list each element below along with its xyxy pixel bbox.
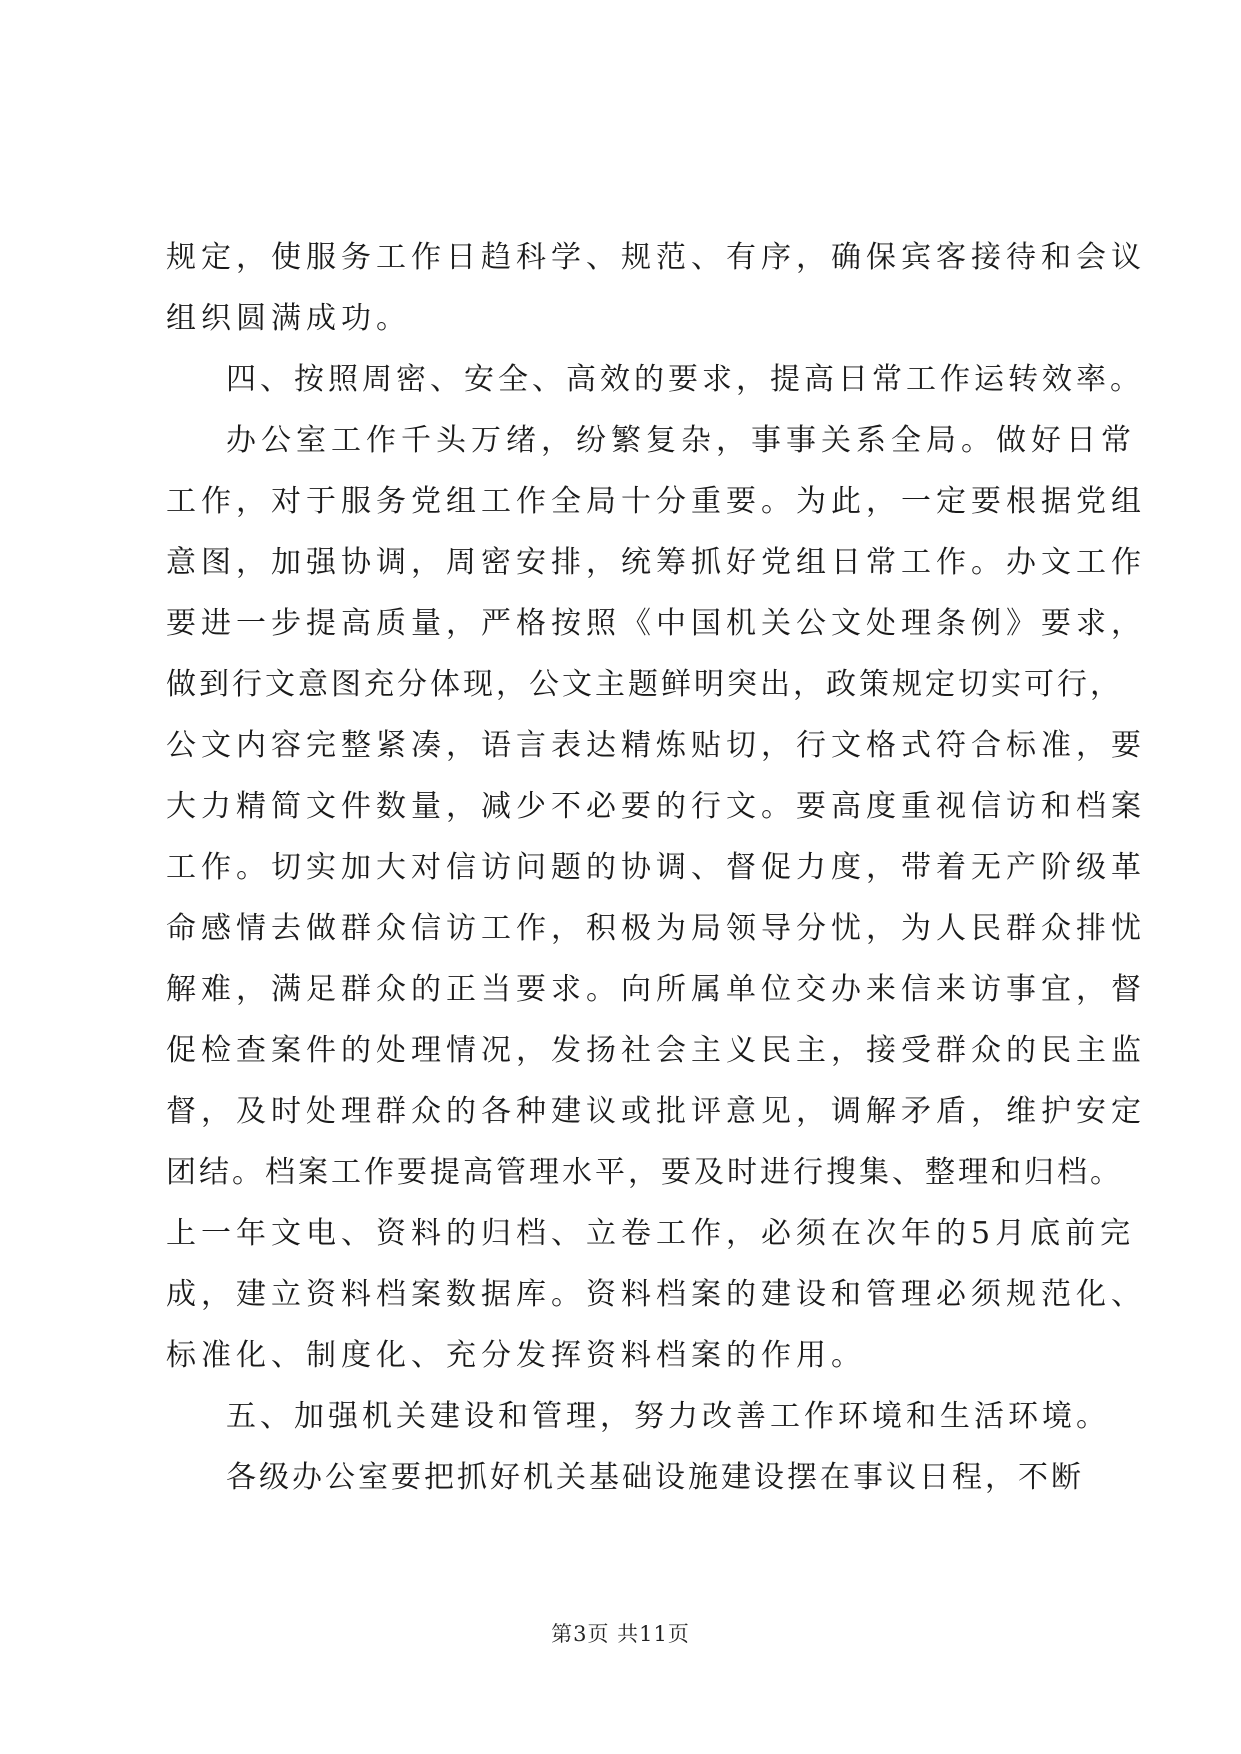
section-heading-5: 五、加强机关建设和管理，努力改善工作环境和生活环境。 (226, 1399, 1110, 1434)
text-line: 办公室工作千头万绪，纷繁复杂，事事关系全局。做好日常 (226, 423, 1136, 458)
text-line: 规定，使服务工作日趋科学、规范、有序，确保宾客接待和会议 (166, 240, 1146, 275)
text-line: 大力精简文件数量，减少不必要的行文。要高度重视信访和档案 (166, 789, 1146, 824)
body-text (166, 227, 1146, 1508)
text-line: 上一年文电、资料的归档、立卷工作，必须在次年的5月底前完 (166, 1216, 1136, 1251)
text-line: 组织圆满成功。 (166, 301, 411, 336)
text-line: 做到行文意图充分体现，公文主题鲜明突出，政策规定切实可行， (166, 667, 1123, 702)
text-line: 工作。切实加大对信访问题的协调、督促力度，带着无产阶级革 (166, 850, 1146, 885)
text-line: 意图，加强协调，周密安排，统筹抓好党组日常工作。办文工作 (166, 545, 1146, 580)
text-line: 命感情去做群众信访工作，积极为局领导分忧，为人民群众排忧 (166, 911, 1146, 946)
text-line: 成，建立资料档案数据库。资料档案的建设和管理必须规范化、 (166, 1277, 1146, 1312)
text-line: 督，及时处理群众的各种建议或批评意见，调解矛盾，维护安定 (166, 1094, 1146, 1129)
section-heading-4: 四、按照周密、安全、高效的要求，提高日常工作运转效率。 (226, 362, 1144, 397)
text-line: 促检查案件的处理情况，发扬社会主义民主，接受群众的民主监 (166, 1033, 1146, 1068)
text-line: 团结。档案工作要提高管理水平，要及时进行搜集、整理和归档。 (166, 1155, 1123, 1190)
text-line: 工作，对于服务党组工作全局十分重要。为此，一定要根据党组 (166, 484, 1146, 519)
text-line: 各级办公室要把抓好机关基础设施建设摆在事议日程，不断 (226, 1460, 1084, 1495)
text-line: 解难，满足群众的正当要求。向所属单位交办来信来访事宜，督 (166, 972, 1146, 1007)
text-line: 要进一步提高质量，严格按照《中国机关公文处理条例》要求， (166, 606, 1146, 641)
text-line: 公文内容完整紧凑，语言表达精炼贴切，行文格式符合标准，要 (166, 728, 1146, 763)
page-footer: 第3页 共11页 (551, 1622, 690, 1646)
text-line: 标准化、制度化、充分发挥资料档案的作用。 (166, 1338, 866, 1373)
